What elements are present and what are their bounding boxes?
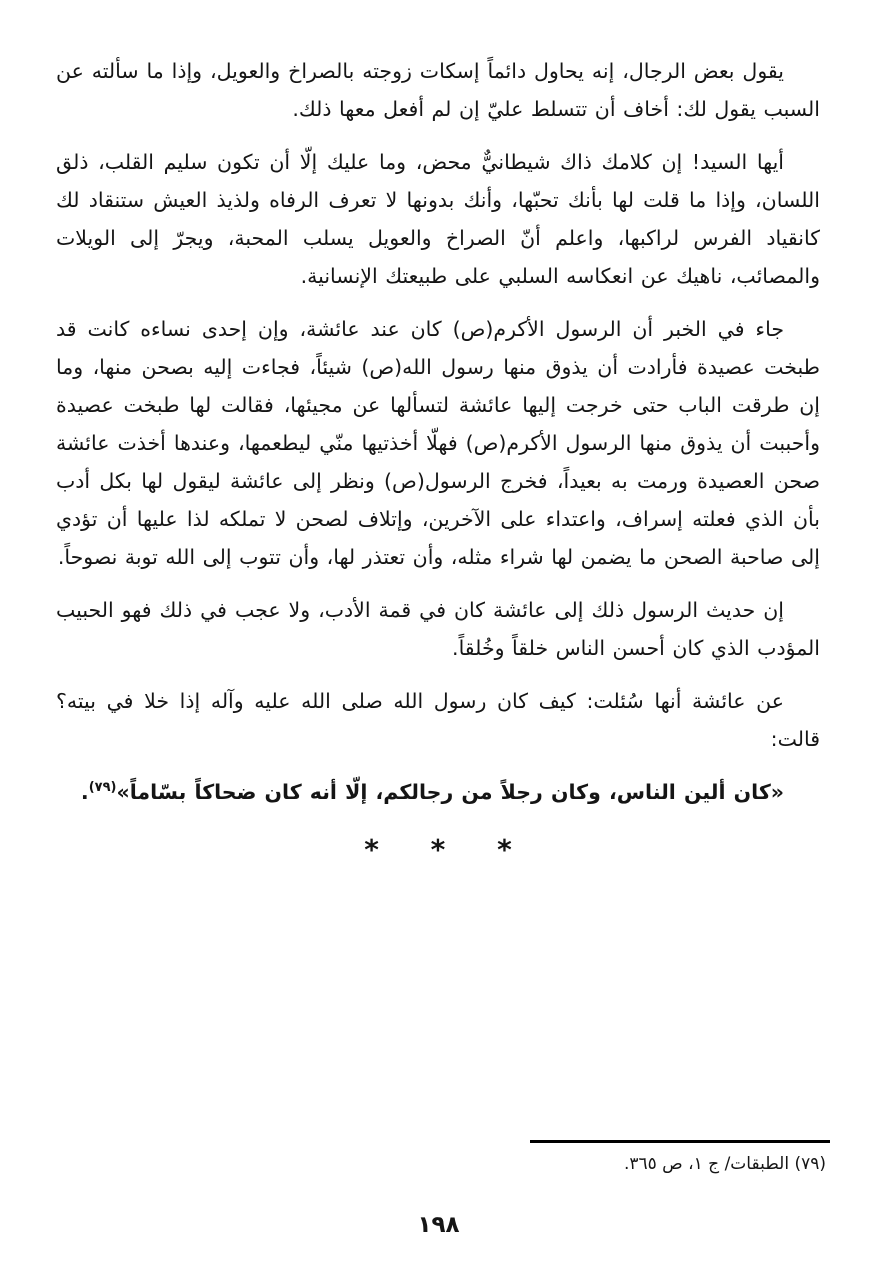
quote-text: «كان ألين الناس، وكان رجلاً من رجالكم، إلّا أنه كان ضحاكاً بسّاماً» bbox=[116, 780, 784, 804]
footnote-area bbox=[47, 1140, 830, 1177]
hadith-quote bbox=[56, 773, 820, 811]
quote-period: . bbox=[80, 780, 89, 804]
paragraph-advice: أيها السيد! إن كلامك ذاك شيطانيٌّ محض، وما عليك إلّا أن تكون سليم القلب، ذلق اللسان، وإذا ما قلت لها بأنك تحبّها، وأنك بدونها لا تعرف الرفاه ولذيذ العيش ستنقاد لك كانقياد الفرس لراكبها، واعلم أنّ الصراخ والعويل يسلب المحبة، ويجرّ إلى الويلات والمصائب، ناهيك عن انعكاسه السلبي على طبيعتك الإنسانية. bbox=[56, 150, 820, 288]
footnote: (٧٩) الطبقات/ ج ١، ص ٣٦٥. bbox=[623, 1154, 826, 1174]
footnote-divider bbox=[530, 1140, 830, 1143]
page-content bbox=[56, 52, 820, 866]
section-separator-stars: * * * bbox=[364, 833, 512, 866]
page-number: ١٩٨ bbox=[417, 1212, 460, 1238]
paragraph-comment: إن حديث الرسول ذلك إلى عائشة كان في قمة الأدب، ولا عجب في ذلك فهو الحبيب المؤدب الذي كان أحسن الناس خلقاً وخُلقاً. bbox=[56, 598, 820, 660]
footnote-ref: (٧٩) bbox=[88, 780, 117, 796]
paragraph-narration-intro: عن عائشة أنها سُئلت: كيف كان رسول الله صلى الله عليه وآله إذا خلا في بيته؟ قالت: bbox=[56, 689, 820, 751]
paragraph-intro: يقول بعض الرجال، إنه يحاول دائماً إسكات زوجته بالصراخ والعويل، وإذا ما سألته عن السبب يقول لك: أخاف أن تتسلط عليّ إن لم أفعل معها ذلك. bbox=[56, 59, 820, 121]
paragraph-story: جاء في الخبر أن الرسول الأكرم(ص) كان عند عائشة، وإن إحدى نساءه كانت قد طبخت عصيدة فأرادت أن يذوق منها رسول الله(ص) شيئاً، فجاءت إليه بصحن منها، وما إن طرقت الباب حتى خرجت إليها عائشة لتسألها عن مجيئها، فقالت لها طبخت عصيدة وأحببت أن يذوق منها الرسول الأكرم(ص) فهلّا أخذتيها منّي ليطعمها، وعندها أخذت عائشة صحن العصيدة ورمت به بعيداً، فخرج الرسول(ص) ونظر إلى عائشة ليقول لها بكل أدب بأن الذي فعلته إسراف، واعتداء على الآخرين، وإتلاف لصحن لا تملكه لذا عليها أن تؤدي إلى صاحبة الصحن ما يضمن لها شراء مثله، وأن تعتذر لها، وأن تتوب إلى الله توبة نصوحاً. bbox=[56, 317, 820, 569]
